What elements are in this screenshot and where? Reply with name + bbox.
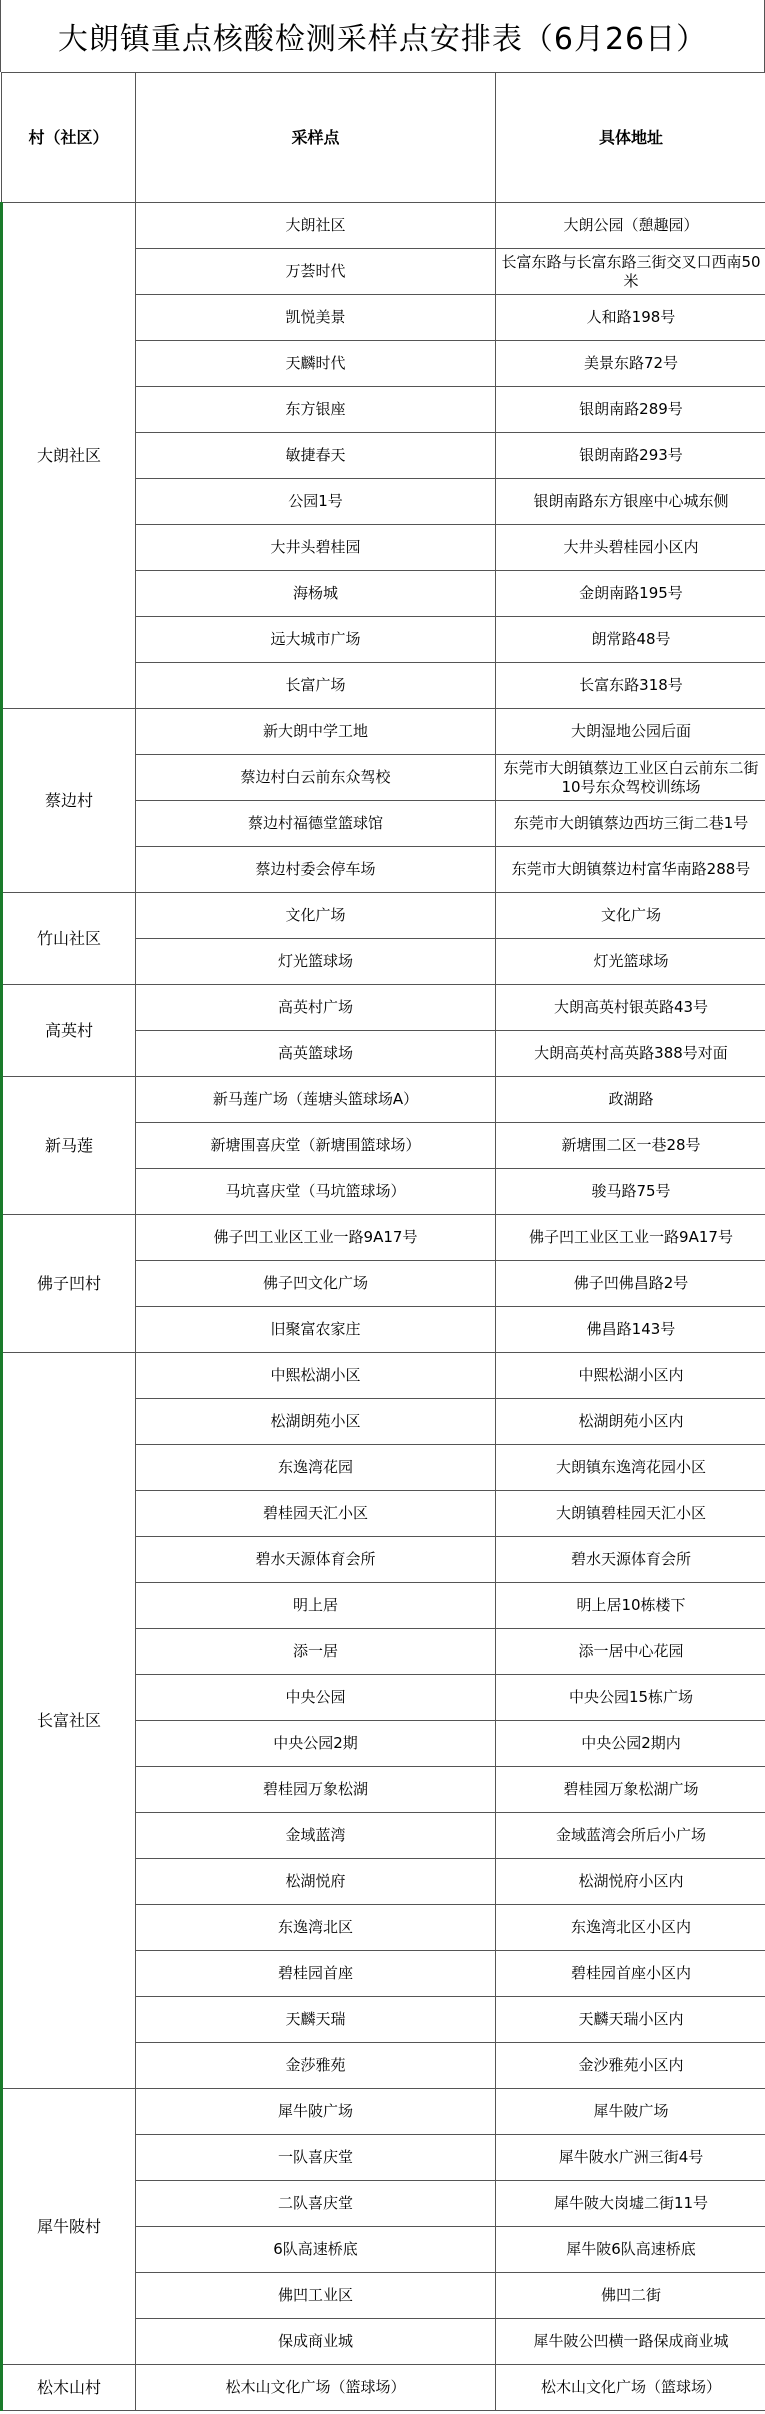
site-cell: 蔡边村福德堂篮球馆 bbox=[136, 801, 496, 847]
address-cell: 碧桂园万象松湖广场 bbox=[496, 1767, 765, 1813]
site-cell: 松木山文化广场（篮球场） bbox=[136, 2365, 496, 2411]
address-cell: 东莞市大朗镇蔡边工业区白云前东二街10号东众驾校训练场 bbox=[496, 755, 765, 801]
address-cell: 松湖朗苑小区内 bbox=[496, 1399, 765, 1445]
address-cell: 中央公园2期内 bbox=[496, 1721, 765, 1767]
address-cell: 添一居中心花园 bbox=[496, 1629, 765, 1675]
site-cell: 碧桂园万象松湖 bbox=[136, 1767, 496, 1813]
address-cell: 大朗公园（憩趣园） bbox=[496, 203, 765, 249]
site-cell: 新塘围喜庆堂（新塘围篮球场） bbox=[136, 1123, 496, 1169]
address-cell: 犀牛陂水广洲三街4号 bbox=[496, 2135, 765, 2181]
table-row bbox=[2, 1215, 765, 1261]
address-cell: 松湖悦府小区内 bbox=[496, 1859, 765, 1905]
site-cell: 松湖悦府 bbox=[136, 1859, 496, 1905]
village-cell: 犀牛陂村 bbox=[2, 2089, 136, 2365]
address-cell: 长富东路与长富东路三街交叉口西南50米 bbox=[496, 249, 765, 295]
address-cell: 佛凹二街 bbox=[496, 2273, 765, 2319]
site-cell: 6队高速桥底 bbox=[136, 2227, 496, 2273]
table-row bbox=[2, 709, 765, 755]
site-cell: 佛子凹工业区工业一路9A17号 bbox=[136, 1215, 496, 1261]
village-cell: 长富社区 bbox=[2, 1353, 136, 2089]
site-cell: 大井头碧桂园 bbox=[136, 525, 496, 571]
site-cell: 蔡边村白云前东众驾校 bbox=[136, 755, 496, 801]
address-cell: 银朗南路289号 bbox=[496, 387, 765, 433]
village-cell: 竹山社区 bbox=[2, 893, 136, 985]
address-cell: 大朗湿地公园后面 bbox=[496, 709, 765, 755]
site-cell: 新马莲广场（莲塘头篮球场A） bbox=[136, 1077, 496, 1123]
address-cell: 金沙雅苑小区内 bbox=[496, 2043, 765, 2089]
table-row bbox=[2, 2365, 765, 2411]
address-cell: 大井头碧桂园小区内 bbox=[496, 525, 765, 571]
site-cell: 文化广场 bbox=[136, 893, 496, 939]
site-cell: 公园1号 bbox=[136, 479, 496, 525]
header-address: 具体地址 bbox=[496, 73, 765, 203]
site-cell: 犀牛陂广场 bbox=[136, 2089, 496, 2135]
site-cell: 碧水天源体育会所 bbox=[136, 1537, 496, 1583]
site-cell: 大朗社区 bbox=[136, 203, 496, 249]
site-cell: 佛凹工业区 bbox=[136, 2273, 496, 2319]
table-row bbox=[2, 203, 765, 249]
table-row bbox=[2, 1077, 765, 1123]
site-cell: 高英篮球场 bbox=[136, 1031, 496, 1077]
address-cell: 犀牛陂广场 bbox=[496, 2089, 765, 2135]
site-cell: 海杨城 bbox=[136, 571, 496, 617]
address-cell: 大朗镇碧桂园天汇小区 bbox=[496, 1491, 765, 1537]
site-cell: 中熙松湖小区 bbox=[136, 1353, 496, 1399]
address-cell: 碧桂园首座小区内 bbox=[496, 1951, 765, 1997]
address-cell: 文化广场 bbox=[496, 893, 765, 939]
site-cell: 旧聚富农家庄 bbox=[136, 1307, 496, 1353]
site-cell: 灯光篮球场 bbox=[136, 939, 496, 985]
header-site: 采样点 bbox=[136, 73, 496, 203]
address-cell: 碧水天源体育会所 bbox=[496, 1537, 765, 1583]
site-cell: 碧桂园首座 bbox=[136, 1951, 496, 1997]
address-cell: 东莞市大朗镇蔡边西坊三街二巷1号 bbox=[496, 801, 765, 847]
address-cell: 中熙松湖小区内 bbox=[496, 1353, 765, 1399]
table-body bbox=[2, 203, 765, 2411]
site-cell: 东逸湾花园 bbox=[136, 1445, 496, 1491]
site-cell: 松湖朗苑小区 bbox=[136, 1399, 496, 1445]
site-cell: 凯悦美景 bbox=[136, 295, 496, 341]
address-cell: 大朗高英村银英路43号 bbox=[496, 985, 765, 1031]
site-cell: 万荟时代 bbox=[136, 249, 496, 295]
site-cell: 高英村广场 bbox=[136, 985, 496, 1031]
site-cell: 保成商业城 bbox=[136, 2319, 496, 2365]
address-cell: 天麟天瑞小区内 bbox=[496, 1997, 765, 2043]
table-row bbox=[2, 2089, 765, 2135]
address-cell: 朗常路48号 bbox=[496, 617, 765, 663]
address-cell: 佛昌路143号 bbox=[496, 1307, 765, 1353]
village-cell: 新马莲 bbox=[2, 1077, 136, 1215]
header-village: 村（社区） bbox=[2, 73, 136, 203]
site-cell: 二队喜庆堂 bbox=[136, 2181, 496, 2227]
site-cell: 东方银座 bbox=[136, 387, 496, 433]
site-cell: 长富广场 bbox=[136, 663, 496, 709]
address-cell: 犀牛陂公凹横一路保成商业城 bbox=[496, 2319, 765, 2365]
address-cell: 骏马路75号 bbox=[496, 1169, 765, 1215]
address-cell: 银朗南路东方银座中心城东侧 bbox=[496, 479, 765, 525]
village-cell: 松木山村 bbox=[2, 2365, 136, 2411]
schedule-table bbox=[0, 72, 765, 2411]
site-cell: 天麟时代 bbox=[136, 341, 496, 387]
address-cell: 长富东路318号 bbox=[496, 663, 765, 709]
address-cell: 东莞市大朗镇蔡边村富华南路288号 bbox=[496, 847, 765, 893]
site-cell: 新大朗中学工地 bbox=[136, 709, 496, 755]
address-cell: 美景东路72号 bbox=[496, 341, 765, 387]
page-title: 大朗镇重点核酸检测采样点安排表（6月26日） bbox=[0, 0, 765, 72]
address-cell: 明上居10栋楼下 bbox=[496, 1583, 765, 1629]
address-cell: 灯光篮球场 bbox=[496, 939, 765, 985]
table-row bbox=[2, 985, 765, 1031]
site-cell: 金域蓝湾 bbox=[136, 1813, 496, 1859]
address-cell: 东逸湾北区小区内 bbox=[496, 1905, 765, 1951]
site-cell: 天麟天瑞 bbox=[136, 1997, 496, 2043]
site-cell: 远大城市广场 bbox=[136, 617, 496, 663]
site-cell: 碧桂园天汇小区 bbox=[136, 1491, 496, 1537]
village-cell: 佛子凹村 bbox=[2, 1215, 136, 1353]
header-row bbox=[2, 73, 765, 203]
address-cell: 松木山文化广场（篮球场） bbox=[496, 2365, 765, 2411]
table-row bbox=[2, 893, 765, 939]
address-cell: 政湖路 bbox=[496, 1077, 765, 1123]
address-cell: 中央公园15栋广场 bbox=[496, 1675, 765, 1721]
address-cell: 大朗镇东逸湾花园小区 bbox=[496, 1445, 765, 1491]
site-cell: 中央公园2期 bbox=[136, 1721, 496, 1767]
address-cell: 人和路198号 bbox=[496, 295, 765, 341]
table-row bbox=[2, 1353, 765, 1399]
address-cell: 犀牛陂大岗墟二街11号 bbox=[496, 2181, 765, 2227]
address-cell: 金域蓝湾会所后小广场 bbox=[496, 1813, 765, 1859]
address-cell: 犀牛陂6队高速桥底 bbox=[496, 2227, 765, 2273]
address-cell: 金朗南路195号 bbox=[496, 571, 765, 617]
village-cell: 大朗社区 bbox=[2, 203, 136, 709]
site-cell: 明上居 bbox=[136, 1583, 496, 1629]
site-cell: 马坑喜庆堂（马坑篮球场） bbox=[136, 1169, 496, 1215]
site-cell: 蔡边村委会停车场 bbox=[136, 847, 496, 893]
village-cell: 蔡边村 bbox=[2, 709, 136, 893]
site-cell: 金莎雅苑 bbox=[136, 2043, 496, 2089]
site-cell: 佛子凹文化广场 bbox=[136, 1261, 496, 1307]
site-cell: 一队喜庆堂 bbox=[136, 2135, 496, 2181]
address-cell: 银朗南路293号 bbox=[496, 433, 765, 479]
address-cell: 大朗高英村高英路388号对面 bbox=[496, 1031, 765, 1077]
address-cell: 佛子凹工业区工业一路9A17号 bbox=[496, 1215, 765, 1261]
site-cell: 中央公园 bbox=[136, 1675, 496, 1721]
site-cell: 东逸湾北区 bbox=[136, 1905, 496, 1951]
site-cell: 敏捷春天 bbox=[136, 433, 496, 479]
address-cell: 佛子凹佛昌路2号 bbox=[496, 1261, 765, 1307]
site-cell: 添一居 bbox=[136, 1629, 496, 1675]
address-cell: 新塘围二区一巷28号 bbox=[496, 1123, 765, 1169]
village-cell: 高英村 bbox=[2, 985, 136, 1077]
